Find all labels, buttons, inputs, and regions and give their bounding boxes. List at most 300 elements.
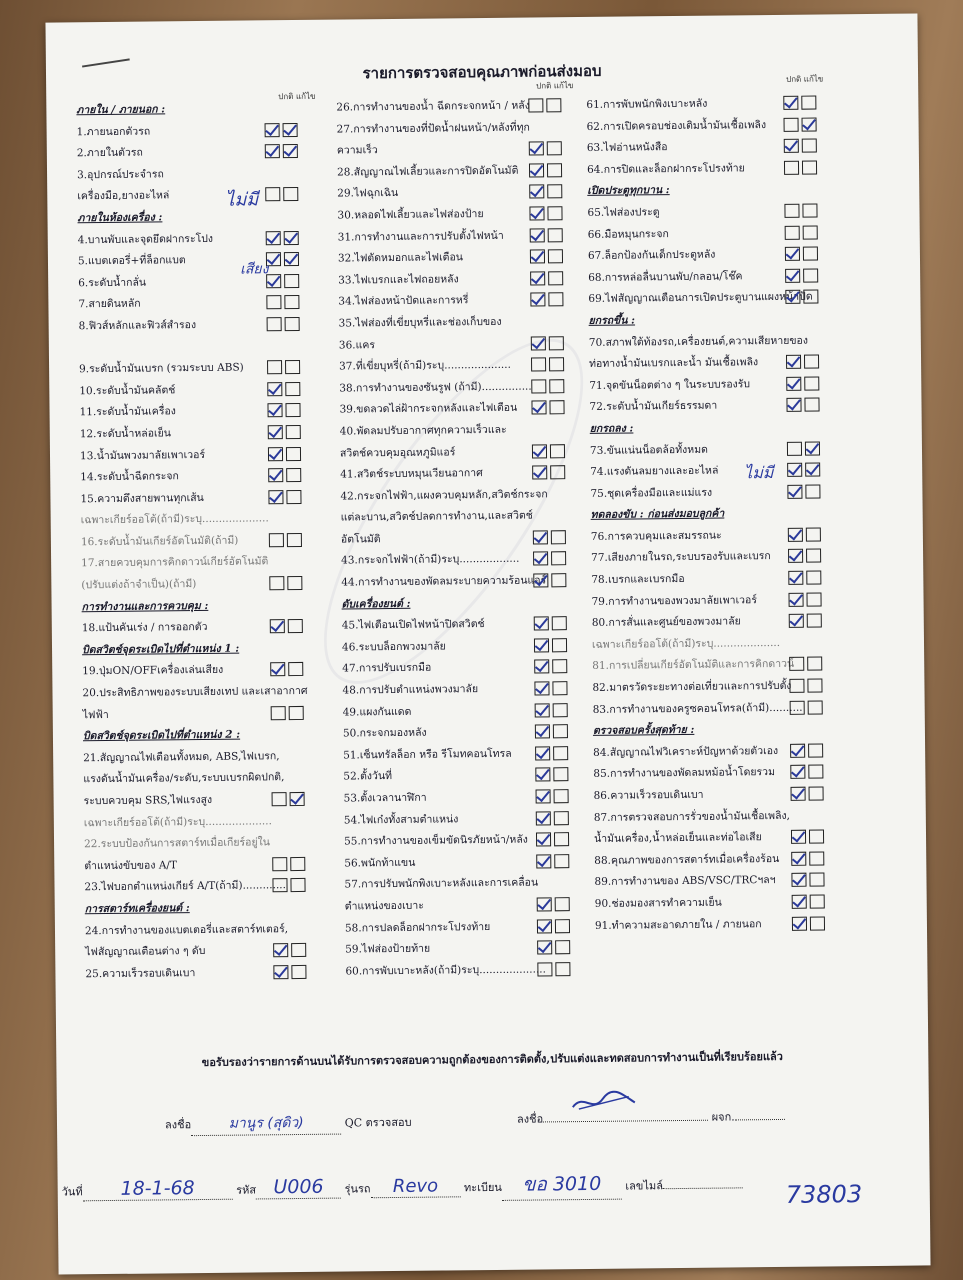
checklist-row <box>85 918 340 942</box>
item-label: ท่อทางน้ำมันเบรกและน้ำ มันเชื้อเพลิง <box>589 356 759 371</box>
checklist-column-1 <box>76 98 340 986</box>
item-label: 24.การทำงานของแบตเตอรี่และสตาร์ทเตอร์, <box>84 922 289 937</box>
item-label: 69.ไฟสัญญาณเตือนการเปิดประตูบานแผงหน้าปัด <box>588 290 813 306</box>
checkbox-fix[interactable] <box>806 549 821 563</box>
checkbox-normal[interactable] <box>785 247 800 261</box>
checkbox-pair <box>789 657 822 671</box>
qc-label: QC ตรวจสอบ <box>344 1115 412 1130</box>
checklist-row <box>338 225 583 249</box>
checkbox-normal[interactable] <box>535 725 550 739</box>
checkbox-normal[interactable] <box>791 830 806 844</box>
checkbox-fix[interactable] <box>805 484 820 498</box>
checklist-row <box>344 829 589 853</box>
checkbox-fix[interactable] <box>554 811 569 825</box>
checkbox-fix[interactable] <box>803 290 818 304</box>
item-label: 80.การสั่นและศูนย์ของพวงมาลัย <box>591 615 741 630</box>
col3-header: ปกติ แก้ไข <box>786 74 824 84</box>
checkbox-fix[interactable] <box>286 468 301 482</box>
checkbox-fix[interactable] <box>283 187 298 201</box>
checkbox-fix[interactable] <box>809 851 824 865</box>
checkbox-pair <box>785 247 818 261</box>
checkbox-fix[interactable] <box>548 249 563 263</box>
checklist-row <box>78 249 333 273</box>
checkbox-pair <box>535 703 568 717</box>
checkbox-normal[interactable] <box>268 425 283 439</box>
item-label: 14.ระดับน้ำฉีดกระจก <box>80 470 179 484</box>
checkbox-fix[interactable] <box>802 203 817 217</box>
checklist-row <box>591 524 841 548</box>
checkbox-pair <box>270 619 303 633</box>
checkbox-pair <box>535 768 568 782</box>
item-label: 25.ความเร็วรอบเดินเบา <box>85 966 196 980</box>
checklist-row <box>81 551 336 575</box>
checkbox-normal[interactable] <box>272 792 287 806</box>
checkbox-normal[interactable] <box>265 144 280 158</box>
item-label: 62.การเปิดครอบช่องเติมน้ำมันเชื้อเพลิง <box>586 118 767 133</box>
checkbox-normal[interactable] <box>534 617 549 631</box>
item-label: ไฟฟ้า <box>82 708 109 721</box>
checkbox-pair <box>529 163 562 177</box>
checkbox-fix[interactable] <box>551 530 566 544</box>
checkbox-normal[interactable] <box>530 250 545 264</box>
checkbox-normal[interactable] <box>792 895 807 909</box>
checklist-column-2 <box>336 95 590 983</box>
checkbox-pair <box>267 382 300 396</box>
item-label: 32.ไฟตัดหมอกและไฟเตือน <box>337 251 464 265</box>
item-label: 18.แป้นคันเร่ง / การออกตัว <box>81 621 208 635</box>
checkbox-normal[interactable] <box>788 549 803 563</box>
checkbox-pair <box>789 679 822 693</box>
checkbox-normal[interactable] <box>532 444 547 458</box>
checkbox-fix[interactable] <box>290 878 305 892</box>
checkbox-normal[interactable] <box>788 571 803 585</box>
checkbox-normal[interactable] <box>531 401 546 415</box>
checkbox-normal[interactable] <box>270 663 285 677</box>
checkbox-normal[interactable] <box>269 533 284 547</box>
checkbox-normal[interactable] <box>269 576 284 590</box>
checklist-row <box>590 481 840 505</box>
item-label: 82.มาตรวัดระยะทางต่อเที่ยวและการปรับตั้ง <box>592 679 792 694</box>
checklist-row <box>588 243 838 267</box>
checkbox-fix[interactable] <box>807 657 822 671</box>
checkbox-fix[interactable] <box>805 441 820 455</box>
checkbox-fix[interactable] <box>287 533 302 547</box>
checkbox-normal[interactable] <box>531 336 546 350</box>
checkbox-fix[interactable] <box>804 398 819 412</box>
checkbox-normal[interactable] <box>534 638 549 652</box>
checkbox-normal[interactable] <box>786 355 801 369</box>
checkbox-pair <box>273 943 306 957</box>
checkbox-normal[interactable] <box>267 317 282 331</box>
checkbox-fix[interactable] <box>552 616 567 630</box>
checkbox-fix[interactable] <box>809 786 824 800</box>
checkbox-fix[interactable] <box>552 660 567 674</box>
checkbox-fix[interactable] <box>806 571 821 585</box>
item-label: 40.พัดลมปรับอากาศทุกความเร็วและ <box>339 423 507 438</box>
checkbox-normal[interactable] <box>528 98 543 112</box>
checkbox-pair <box>534 660 567 674</box>
checkbox-fix[interactable] <box>808 743 823 757</box>
checkbox-normal[interactable] <box>785 225 800 239</box>
checkbox-normal[interactable] <box>788 592 803 606</box>
checkbox-normal[interactable] <box>783 96 798 110</box>
checkbox-normal[interactable] <box>532 465 547 479</box>
checklist-row <box>341 548 586 572</box>
checkbox-normal[interactable] <box>784 139 799 153</box>
checklist-row <box>80 443 335 467</box>
checkbox-fix[interactable] <box>551 552 566 566</box>
checkbox-normal[interactable] <box>786 398 801 412</box>
checkbox-normal[interactable] <box>531 358 546 372</box>
checkbox-normal[interactable] <box>791 787 806 801</box>
checkbox-fix[interactable] <box>554 789 569 803</box>
checkbox-fix[interactable] <box>288 662 303 676</box>
checkbox-normal[interactable] <box>268 468 283 482</box>
checkbox-fix[interactable] <box>549 336 564 350</box>
checkbox-fix[interactable] <box>291 943 306 957</box>
checkbox-pair <box>265 187 298 201</box>
checklist-row <box>340 419 585 443</box>
item-label: แต่ละบาน,สวิตช์ปลดการทำงาน,และสวิตช์ <box>340 509 533 524</box>
item-label: 5.แบตเตอรี่+ที่ล็อกแบต <box>77 254 186 268</box>
checkbox-fix[interactable] <box>809 830 824 844</box>
checkbox-normal[interactable] <box>786 376 801 390</box>
checkbox-normal[interactable] <box>534 660 549 674</box>
item-label: แรงดันน้ำมันเครื่อง/ระดับ,ระบบเบรกผิดปกติ, <box>83 771 285 786</box>
checkbox-normal[interactable] <box>790 743 805 757</box>
checkbox-pair <box>531 336 564 350</box>
checklist-row <box>77 184 332 208</box>
checkbox-normal[interactable] <box>784 160 799 174</box>
handwritten-note-item3: ไม่มี <box>225 189 259 211</box>
checkbox-normal[interactable] <box>533 573 548 587</box>
checkbox-fix[interactable] <box>286 490 301 504</box>
checkbox-fix[interactable] <box>549 379 564 393</box>
checkbox-normal[interactable] <box>787 463 802 477</box>
checkbox-pair <box>785 225 818 239</box>
section-heading <box>81 594 336 618</box>
checkbox-fix[interactable] <box>552 681 567 695</box>
checkbox-fix[interactable] <box>803 268 818 282</box>
item-label: 31.การทำงานและการปรับตั้งไฟหน้า <box>337 229 504 244</box>
checklist-row <box>80 421 335 445</box>
checkbox-fix[interactable] <box>547 185 562 199</box>
checkbox-fix[interactable] <box>803 247 818 261</box>
checkbox-normal[interactable] <box>268 490 283 504</box>
checkbox-fix[interactable] <box>284 274 299 288</box>
checkbox-normal[interactable] <box>529 206 544 220</box>
checkbox-fix[interactable] <box>553 768 568 782</box>
checkbox-normal[interactable] <box>536 833 551 847</box>
item-label: 53.ตั้งเวลานาฬิกา <box>343 791 427 805</box>
checkbox-normal[interactable] <box>272 857 287 871</box>
checkbox-fix[interactable] <box>550 465 565 479</box>
item-label: อัตโนมัติ <box>340 532 381 546</box>
item-label: ยกรถขึ้น : <box>588 314 636 327</box>
checkbox-fix[interactable] <box>555 897 570 911</box>
checklist-row <box>586 114 836 138</box>
checkbox-normal[interactable] <box>531 379 546 393</box>
checkbox-fix[interactable] <box>289 706 304 720</box>
checkbox-fix[interactable] <box>806 527 821 541</box>
checkbox-fix[interactable] <box>546 98 561 112</box>
item-label: 55.การทำงานของเข็มขัดนิรภัยหน้า/หลัง <box>343 833 528 848</box>
checkbox-pair <box>791 851 824 865</box>
checklist-row <box>82 616 337 640</box>
checkbox-pair <box>792 894 825 908</box>
checkbox-normal[interactable] <box>789 679 804 693</box>
checkbox-fix[interactable] <box>554 832 569 846</box>
checkbox-fix[interactable] <box>284 252 299 266</box>
checkbox-normal[interactable] <box>266 295 281 309</box>
section-heading <box>590 416 840 440</box>
checkbox-fix[interactable] <box>286 446 301 460</box>
item-label: 34.ไฟส่องหน้าปัดและการหรี่ <box>338 294 469 308</box>
checkbox-pair <box>532 444 565 458</box>
checklist-row <box>344 872 589 896</box>
section-heading <box>85 897 340 921</box>
checkbox-fix[interactable] <box>555 962 570 976</box>
checklist-row <box>80 486 335 510</box>
checkbox-fix[interactable] <box>290 792 305 806</box>
checkbox-fix[interactable] <box>285 382 300 396</box>
checkbox-pair <box>268 446 301 460</box>
checkbox-fix[interactable] <box>291 965 306 979</box>
item-label: 22.ระบบป้องกันการสตาร์ทเมื่อเกียร์อยู่ใน <box>84 836 270 851</box>
checkbox-normal[interactable] <box>533 552 548 566</box>
checkbox-normal[interactable] <box>789 657 804 671</box>
checklist-row <box>589 351 839 375</box>
checkbox-normal[interactable] <box>787 441 802 455</box>
checkbox-fix[interactable] <box>553 703 568 717</box>
reg-value: ขอ 3010 <box>522 1172 602 1196</box>
checklist-row <box>342 613 587 637</box>
checkbox-normal[interactable] <box>268 447 283 461</box>
item-label: ระบบควบคุม SRS,ไฟแรงสูง <box>83 793 213 808</box>
checkbox-pair <box>536 811 569 825</box>
checklist-row <box>82 681 337 705</box>
item-label: 68.การหล่อลื่นบานพับ/กลอน/โช๊ค <box>588 270 743 284</box>
checkbox-fix[interactable] <box>802 139 817 153</box>
checkbox-fix[interactable] <box>283 144 298 158</box>
checkbox-normal[interactable] <box>536 854 551 868</box>
checkbox-normal[interactable] <box>785 268 800 282</box>
checkbox-normal[interactable] <box>537 897 552 911</box>
checkbox-normal[interactable] <box>537 919 552 933</box>
checkbox-fix[interactable] <box>284 295 299 309</box>
checklist-row <box>594 848 844 872</box>
checkbox-normal[interactable] <box>266 231 281 245</box>
checkbox-normal[interactable] <box>272 878 287 892</box>
checkbox-fix[interactable] <box>551 573 566 587</box>
checkbox-normal[interactable] <box>535 746 550 760</box>
checkbox-fix[interactable] <box>548 271 563 285</box>
checkbox-fix[interactable] <box>809 873 824 887</box>
checkbox-normal[interactable] <box>535 768 550 782</box>
checklist-row <box>77 162 332 186</box>
checkbox-fix[interactable] <box>285 317 300 331</box>
checkbox-fix[interactable] <box>287 576 302 590</box>
item-label: ภายในห้องเครื่อง : <box>77 211 163 225</box>
checkbox-pair <box>265 144 298 158</box>
checkbox-normal[interactable] <box>273 965 288 979</box>
manager-label: ผจก. <box>711 1110 735 1124</box>
checkbox-fix[interactable] <box>285 403 300 417</box>
checkbox-pair <box>268 425 301 439</box>
item-label: 42.กระจกไฟฟ้า,แผงควบคุมหลัก,สวิตช์กระจก <box>340 488 548 503</box>
checkbox-fix[interactable] <box>802 117 817 131</box>
checkbox-fix[interactable] <box>547 141 562 155</box>
checkbox-fix[interactable] <box>284 231 299 245</box>
checkbox-normal[interactable] <box>790 765 805 779</box>
checkbox-normal[interactable] <box>265 188 280 202</box>
checkbox-fix[interactable] <box>283 123 298 137</box>
checkbox-fix[interactable] <box>547 163 562 177</box>
checkbox-normal[interactable] <box>271 706 286 720</box>
checkbox-normal[interactable] <box>784 117 799 131</box>
checklist-row <box>83 767 338 791</box>
checkbox-normal[interactable] <box>534 681 549 695</box>
checkbox-normal[interactable] <box>530 293 545 307</box>
checkbox-normal[interactable] <box>529 185 544 199</box>
checkbox-normal[interactable] <box>788 528 803 542</box>
checklist-row <box>345 959 590 983</box>
checkbox-normal[interactable] <box>536 811 551 825</box>
checkbox-fix[interactable] <box>548 293 563 307</box>
model-label: รุ่นรถ <box>344 1182 371 1196</box>
item-label: 45.ไฟเตือนเปิดไฟหน้าปิดสวิตช์ <box>341 618 485 632</box>
checkbox-normal[interactable] <box>529 163 544 177</box>
checkbox-normal[interactable] <box>265 123 280 137</box>
checkbox-normal[interactable] <box>530 228 545 242</box>
checkbox-pair <box>532 465 565 479</box>
checkbox-fix[interactable] <box>547 206 562 220</box>
item-label: 26.การทำงานของน้ำ ฉีดกระจกหน้า / หลัง <box>336 99 530 114</box>
checkbox-normal[interactable] <box>273 943 288 957</box>
checkbox-normal[interactable] <box>791 851 806 865</box>
item-label: 81.การเปลี่ยนเกียร์อัตโนมัติและการคิกดาวน์ <box>592 658 795 673</box>
checkbox-fix[interactable] <box>549 357 564 371</box>
checkbox-normal[interactable] <box>529 142 544 156</box>
checkbox-fix[interactable] <box>802 160 817 174</box>
item-label: 66.มือหมุนกระจก <box>587 227 669 241</box>
checkbox-fix[interactable] <box>555 940 570 954</box>
item-label: 83.การทำงานของครูซคอนโทรล(ถ้ามี).......... <box>592 701 803 716</box>
item-label: ตรวจสอบครั้งสุดท้าย : <box>592 724 695 738</box>
checkbox-normal[interactable] <box>270 619 285 633</box>
checkbox-fix[interactable] <box>548 228 563 242</box>
item-label: 72.ระดับน้ำมันเกียร์ธรรมดา <box>589 399 718 414</box>
checklist-row <box>84 853 339 877</box>
checkbox-pair <box>272 878 305 892</box>
checklist-row <box>343 764 588 788</box>
checkbox-normal[interactable] <box>530 271 545 285</box>
checkbox-fix[interactable] <box>552 638 567 652</box>
footer-details <box>62 1167 744 1205</box>
checkbox-fix[interactable] <box>804 355 819 369</box>
checkbox-pair <box>535 746 568 760</box>
checklist-row <box>81 529 336 553</box>
item-label: 6.ระดับน้ำกลั่น <box>78 276 147 290</box>
item-label: 8.ฟิวส์หลักและฟิวส์สำรอง <box>78 318 197 333</box>
checkbox-fix[interactable] <box>288 619 303 633</box>
item-label: 21.สัญญาณไฟเตือนทั้งหมด, ABS,ไฟเบรก, <box>83 750 280 765</box>
checkbox-normal[interactable] <box>790 700 805 714</box>
checklist-row <box>593 740 843 764</box>
checkbox-pair <box>537 897 570 911</box>
checkbox-fix[interactable] <box>804 376 819 390</box>
checkbox-normal[interactable] <box>787 484 802 498</box>
checkbox-fix[interactable] <box>290 857 305 871</box>
checkbox-pair <box>530 249 563 263</box>
item-label: 56.พนักท้าแขน <box>344 856 416 870</box>
checklist-row <box>592 654 842 678</box>
item-label: 38.การทำงานของซันรูฟ (ถ้ามี)............... <box>339 380 532 395</box>
item-label: (ปรับแต่งถ้าจำเป็น)(ถ้ามี) <box>81 578 197 592</box>
reg-label: ทะเบียน <box>463 1180 502 1195</box>
item-label: 43.กระจกไฟฟ้า(ถ้ามี)ระบุ.................. <box>341 553 520 568</box>
checkbox-fix[interactable] <box>553 724 568 738</box>
checkbox-pair <box>530 271 563 285</box>
checkbox-normal[interactable] <box>267 403 282 417</box>
checkbox-pair <box>267 360 300 374</box>
checkbox-normal[interactable] <box>267 360 282 374</box>
mile-label: เลขไมล์ <box>625 1179 664 1193</box>
checkbox-normal[interactable] <box>537 941 552 955</box>
footer-sign1 <box>165 1111 412 1137</box>
checkbox-normal[interactable] <box>533 530 548 544</box>
item-label: 44.การทำงานของพัดลมระบายความร้อนแอร์ <box>341 574 547 589</box>
item-label: ทดลองขับ : ก่อนส่งมอบลูกค้า <box>590 507 725 522</box>
checkbox-fix[interactable] <box>553 746 568 760</box>
checkbox-normal[interactable] <box>536 789 551 803</box>
checklist-row <box>340 484 585 508</box>
checkbox-normal[interactable] <box>785 290 800 304</box>
item-label: 64.การปิดและล็อกฝากระโปรงท้าย <box>586 162 745 176</box>
checkbox-fix[interactable] <box>810 916 825 930</box>
item-label: 39.ขดลวดไล่ฝ้ากระจกหลังและไฟเตือน <box>339 401 518 416</box>
checkbox-fix[interactable] <box>806 592 821 606</box>
checkbox-fix[interactable] <box>286 425 301 439</box>
checkbox-normal[interactable] <box>535 703 550 717</box>
checkbox-normal[interactable] <box>791 873 806 887</box>
checkbox-fix[interactable] <box>807 614 822 628</box>
checkbox-fix[interactable] <box>554 854 569 868</box>
checkbox-fix[interactable] <box>550 444 565 458</box>
checkbox-fix[interactable] <box>810 894 825 908</box>
checkbox-normal[interactable] <box>537 962 552 976</box>
item-label: 11.ระดับน้ำมันเครื่อง <box>79 405 176 419</box>
item-label: 54.ไฟเก๋งทั้งสามตำแหน่ง <box>343 812 459 827</box>
checkbox-fix[interactable] <box>801 96 816 110</box>
item-label: 90.ช่องมองสารทำความเย็น <box>594 896 722 910</box>
checkbox-normal[interactable] <box>784 204 799 218</box>
checkbox-fix[interactable] <box>808 700 823 714</box>
checkbox-normal[interactable] <box>789 614 804 628</box>
handwritten-note-item5: เสียง <box>239 261 269 278</box>
checkbox-pair <box>789 614 822 628</box>
checkbox-fix[interactable] <box>805 463 820 477</box>
checkbox-fix[interactable] <box>803 225 818 239</box>
checkbox-fix[interactable] <box>549 400 564 414</box>
checkbox-fix[interactable] <box>555 919 570 933</box>
item-label: 52.ตั้งวันที่ <box>343 770 393 783</box>
checkbox-normal[interactable] <box>792 916 807 930</box>
checkbox-normal[interactable] <box>267 382 282 396</box>
checkbox-fix[interactable] <box>808 765 823 779</box>
checkbox-fix[interactable] <box>285 360 300 374</box>
checkbox-fix[interactable] <box>807 679 822 693</box>
